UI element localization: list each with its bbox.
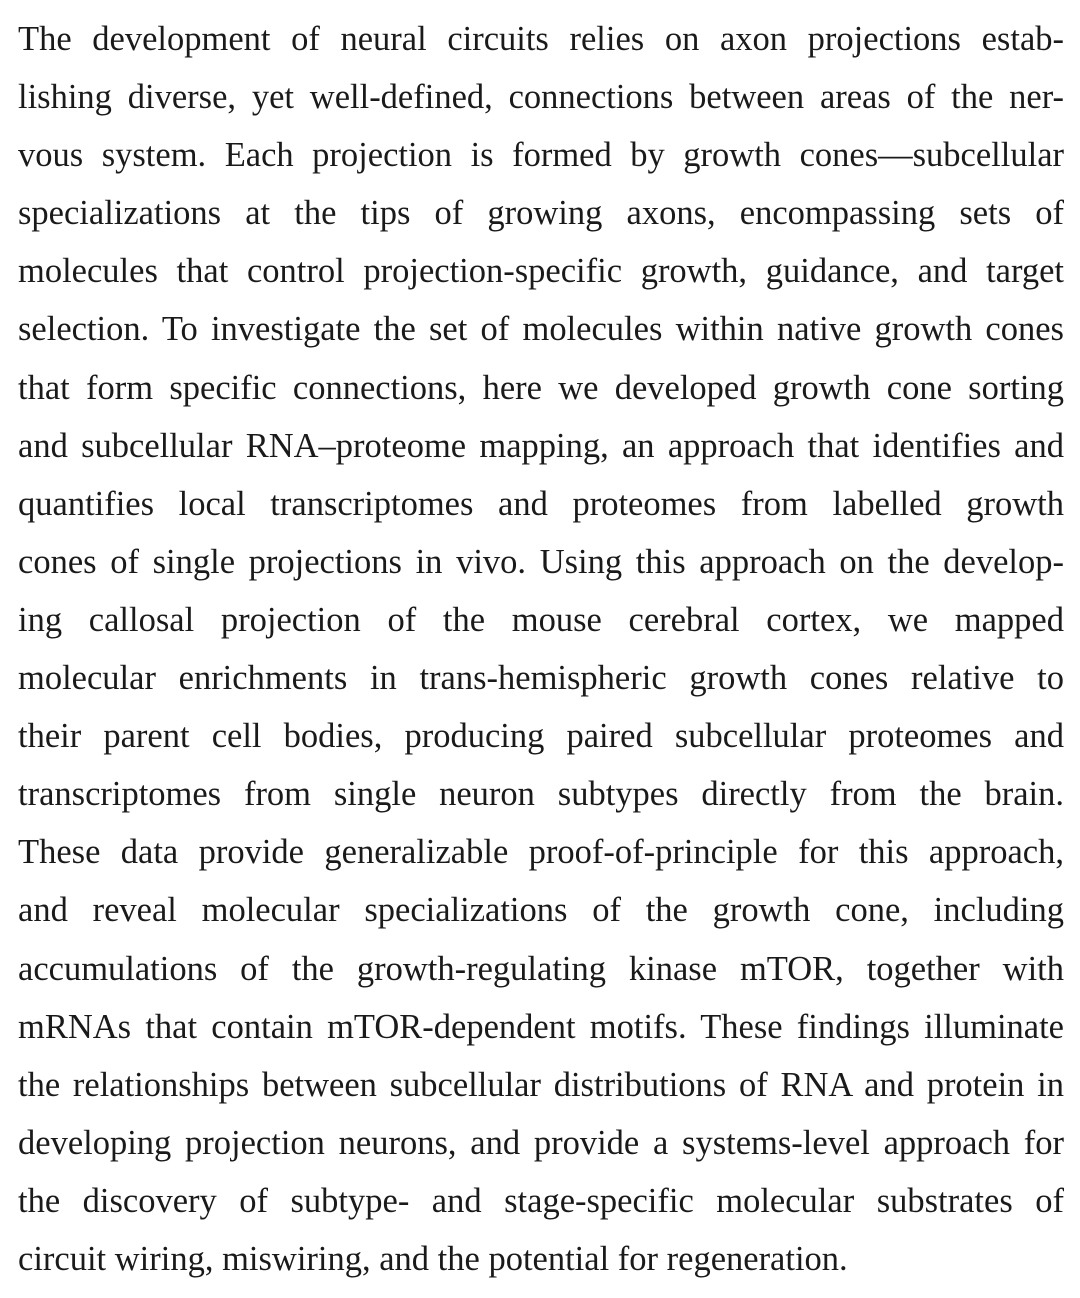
text-line-21: the discovery of subtype- and stage-specific molecular substrates of bbox=[18, 1181, 1064, 1220]
text-line-10: cones of single projections in vivo. Using this approach on the develop- bbox=[18, 542, 1064, 581]
text-line-2: lishing diverse, yet well-defined, connections between areas of the ner- bbox=[18, 78, 1064, 117]
text-line-15: These data provide generalizable proof-of-principle for this approach, bbox=[18, 833, 1064, 872]
text-line-19: the relationships between subcellular distributions of RNA and protein in bbox=[18, 1065, 1064, 1104]
text-line-9: quantifies local transcriptomes and proteomes from labelled growth bbox=[18, 484, 1064, 523]
text-line-20: developing projection neurons, and provide a systems-level approach for bbox=[18, 1123, 1064, 1162]
text-line-11: ing callosal projection of the mouse cerebral cortex, we mapped bbox=[18, 600, 1064, 639]
text-line-14: transcriptomes from single neuron subtypes directly from the brain. bbox=[18, 775, 1064, 814]
text-line-1: The development of neural circuits relies on axon projections estab- bbox=[18, 20, 1064, 58]
text-line-6: selection. To investigate the set of molecules within native growth cones bbox=[18, 310, 1064, 349]
text-line-4: specializations at the tips of growing axons, encompassing sets of bbox=[18, 194, 1064, 233]
text-line-12: molecular enrichments in trans-hemispheric growth cones relative to bbox=[18, 659, 1064, 698]
text-line-17: accumulations of the growth-regulating kinase mTOR, together with bbox=[18, 949, 1064, 988]
abstract-paragraph bbox=[18, 10, 1064, 1288]
text-line-18: mRNAs that contain mTOR-dependent motifs. These findings illuminate bbox=[18, 1007, 1064, 1046]
text-line-7: that form specific connections, here we developed growth cone sorting bbox=[18, 368, 1064, 407]
text-line-13: their parent cell bodies, producing paired subcellular proteomes and bbox=[18, 717, 1064, 756]
text-line-5: molecules that control projection-specific growth, guidance, and target bbox=[18, 252, 1064, 291]
text-line-16: and reveal molecular specializations of the growth cone, including bbox=[18, 891, 1064, 930]
text-line-3: vous system. Each projection is formed by growth cones—subcellular bbox=[18, 136, 1064, 175]
text-line-8: and subcellular RNA–proteome mapping, an approach that identifies and bbox=[18, 426, 1064, 465]
text-line-22: circuit wiring, miswiring, and the potential for regeneration. bbox=[18, 1239, 848, 1278]
